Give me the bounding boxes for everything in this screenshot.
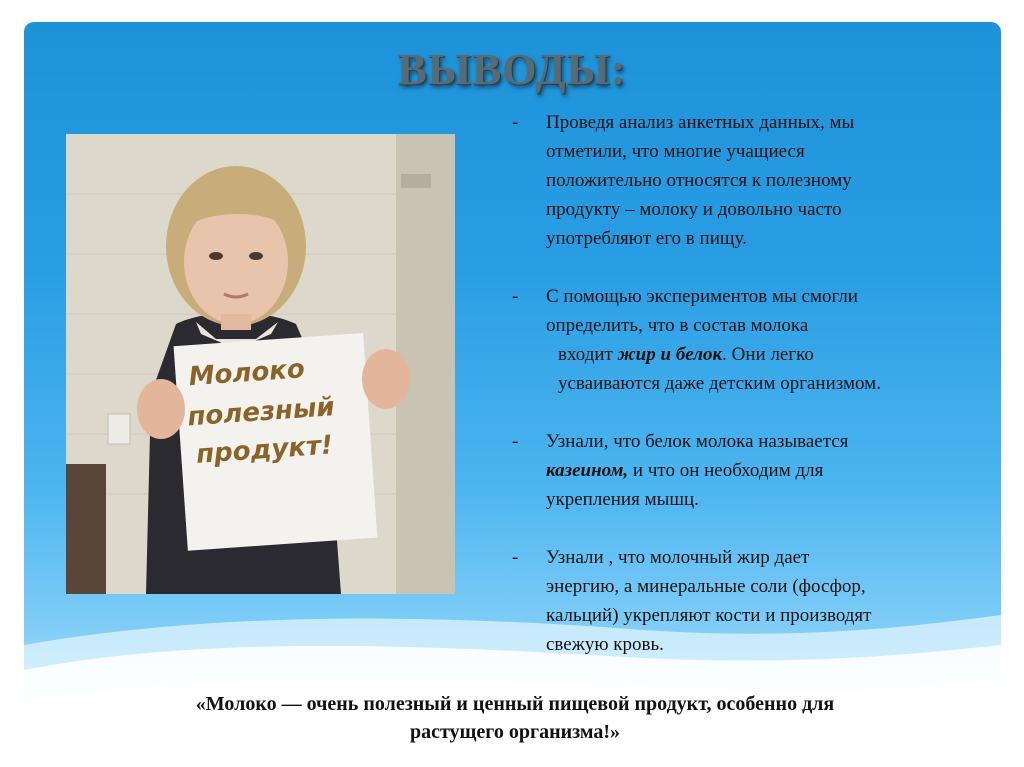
conclusion-item: - Проведя анализ анкетных данных, мы отметили, что многие учащиеся положительно относятся к полезному продукту – молоку и довольно часто употребляют его в пищу. [512, 112, 855, 249]
girl-with-sign-photo [66, 134, 455, 594]
conclusion-item: - Узнали, что белок молока называется казеином, и что он необходим для укрепления мышц. [512, 431, 849, 510]
sign-line-2: полезный [186, 392, 336, 433]
conclusion-item: - С помощью экспериментов мы смогли определить, что в состав молока входит жир и белок. Они легко усваиваются даже детским организмом. [512, 286, 881, 394]
emphasis-fat-protein: жир и белок [617, 344, 723, 365]
sign-line-3: продукт! [195, 430, 334, 470]
emphasis-casein: казеином, [546, 460, 629, 481]
conclusion-item: - Узнали , что молочный жир дает энергию, а минеральные соли (фосфор, кальций) укрепляют кости и производят свежую кровь. [512, 547, 872, 655]
conclusions-list [512, 108, 992, 688]
sign-line-1: Молоко [187, 354, 306, 393]
slide-title: ВЫВОДЫ: [397, 45, 627, 94]
closing-quote: «Молоко — очень полезный и ценный пищевой продукт, особенно для растущего организма!» [195, 693, 835, 743]
